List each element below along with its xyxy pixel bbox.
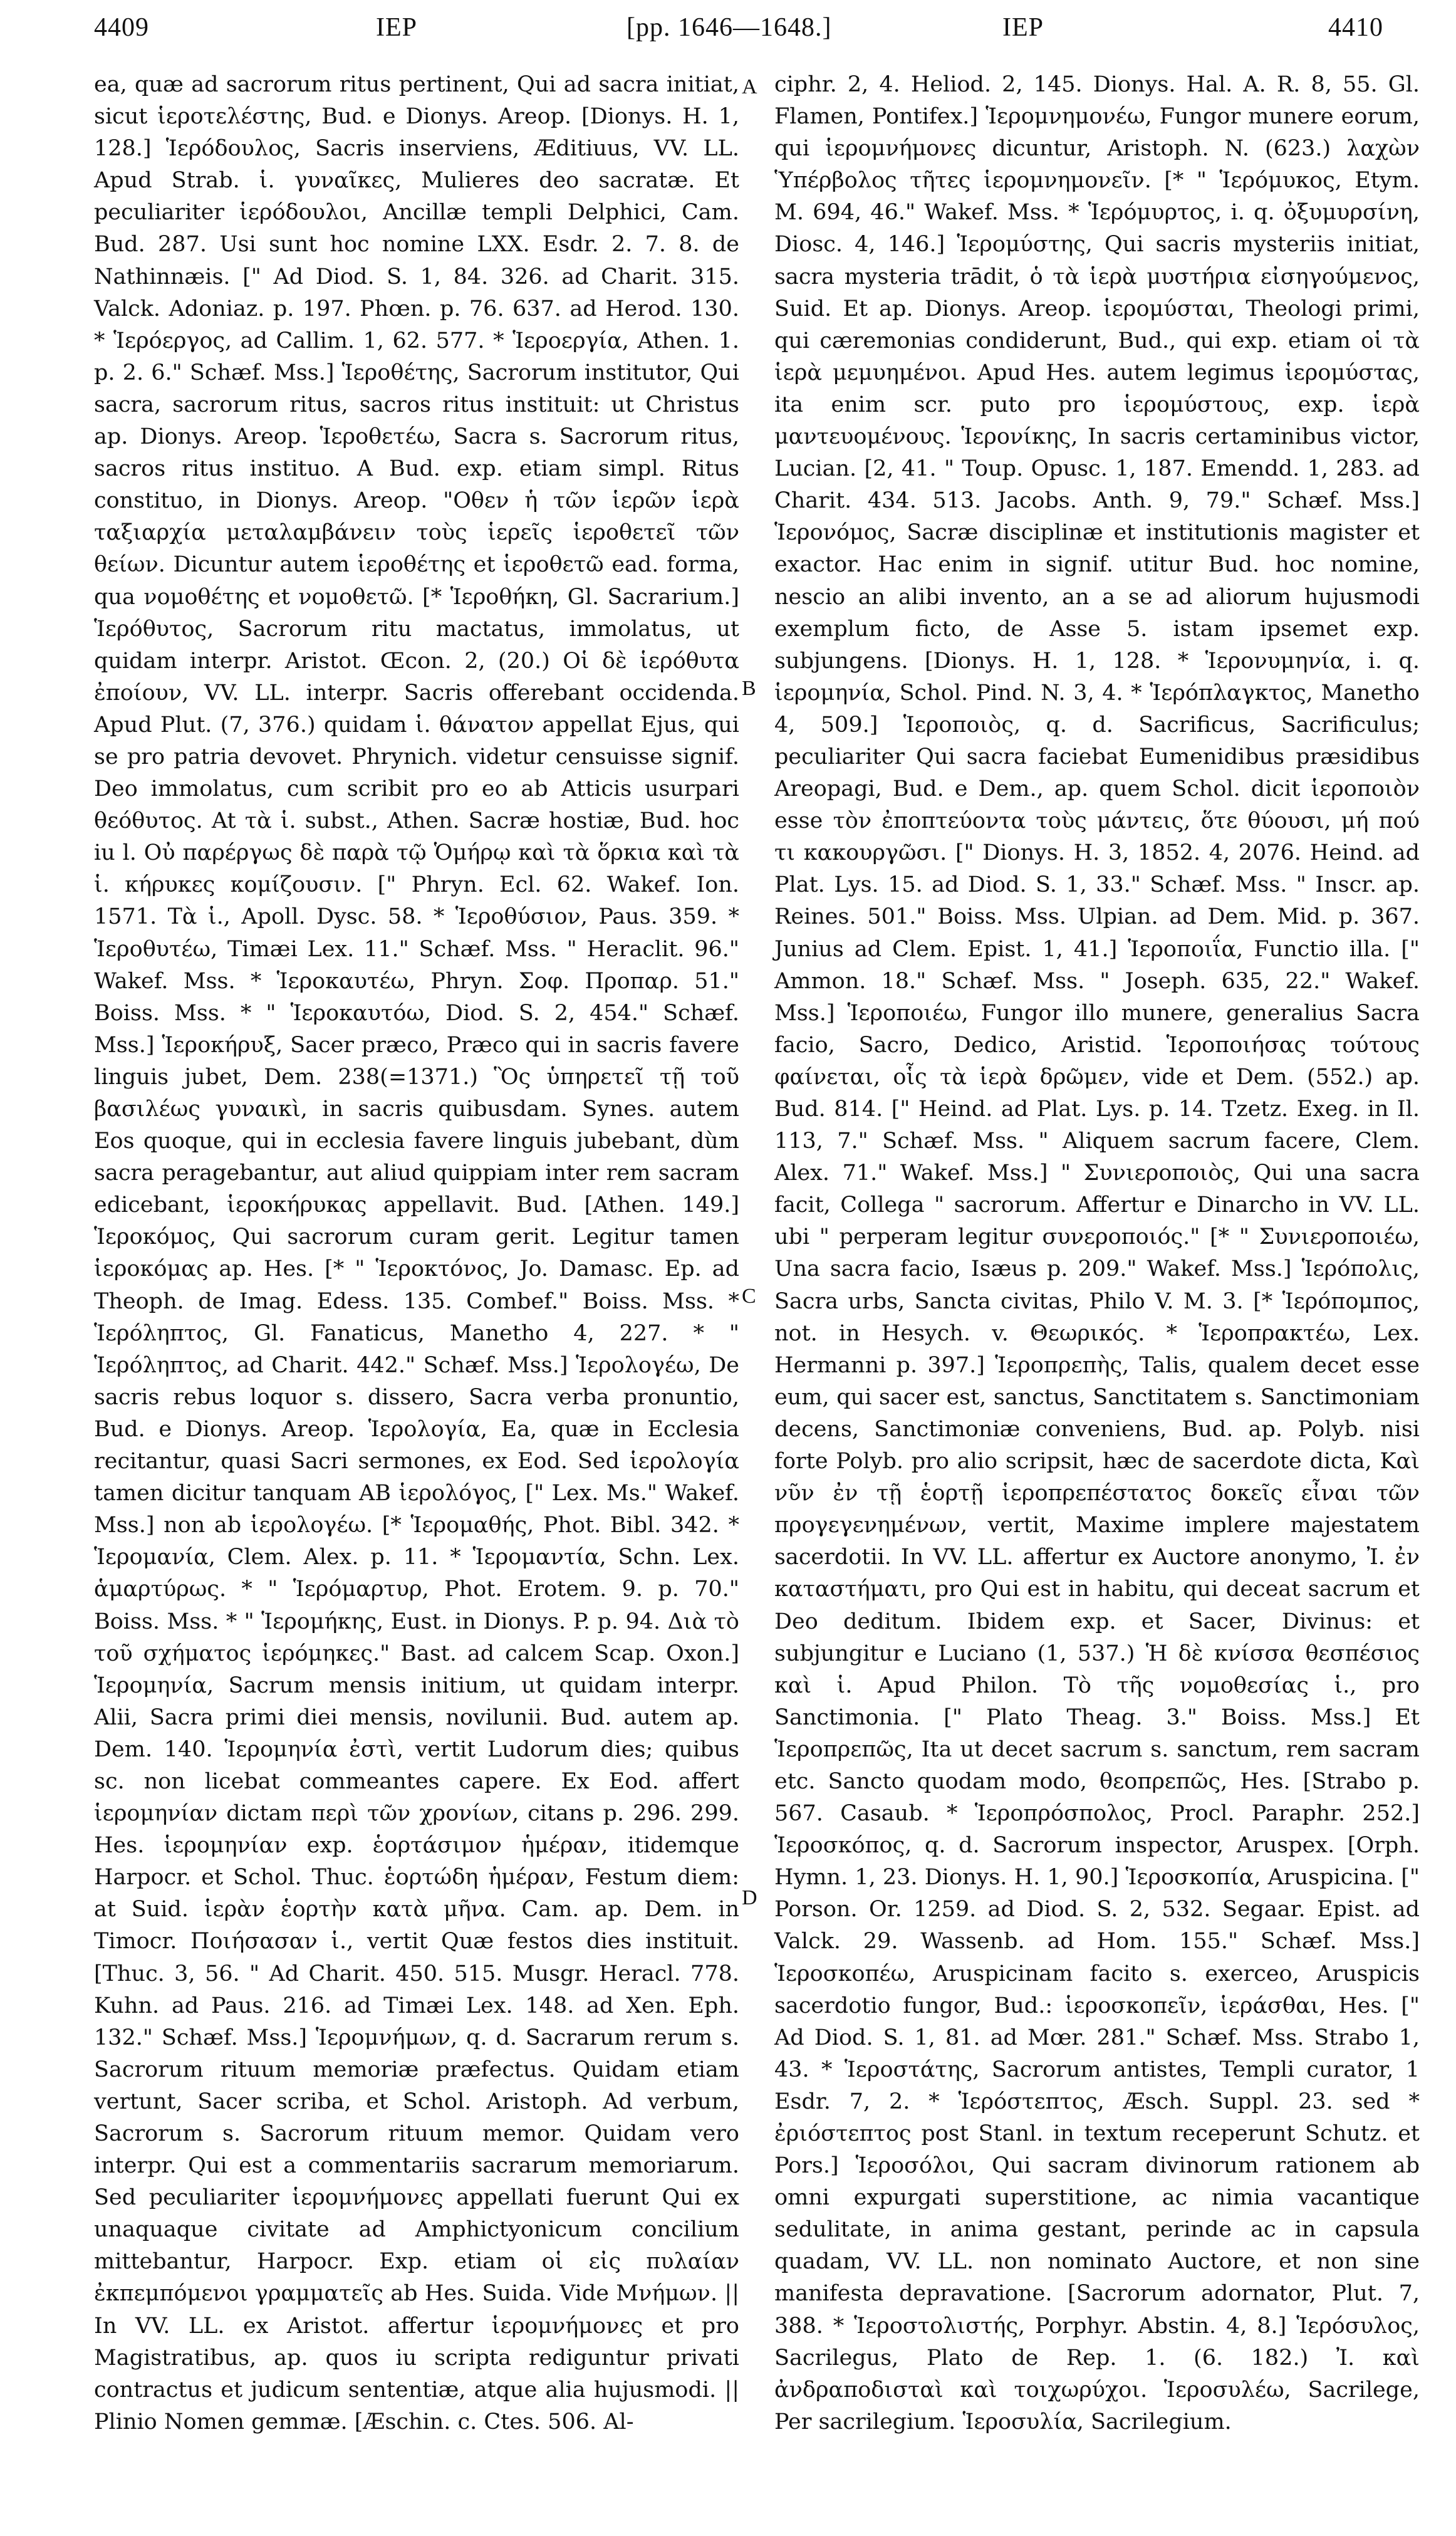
- running-head-left: ΙΕΡ: [376, 13, 417, 42]
- section-marker-c: C: [742, 1285, 756, 1308]
- section-marker-a: A: [742, 75, 757, 98]
- page-number-right: 4410: [1328, 13, 1383, 42]
- section-marker-b: B: [742, 677, 756, 700]
- right-column-text: ciphr. 2, 4. Heliod. 2, 145. Dionys. Hal. A. R. 8, 55. Gl. Flamen, Pontifex.] Ἱερομνημονέω, Fungor munere eorum, qui ἱερομνήμονες dicuntur, Aristoph. N. (623.) λαχὼν Ὑπέρβολος τῆτες ἱερομνημονεῖν. [* " Ἱερόμυκος, Etym. M. 694, 46." Wakef. Mss. * Ἱερόμυρτος, i. q. ὀξυμυρσίνη, Diosc. 4, 146.] Ἱερομύστης, Qui sacris mysteriis initiat, sacra mysteria trādit, ὁ τὰ ἱερὰ μυστήρια εἰσηγούμενος, Suid. Et ap. Dionys. Areop. ἱερομύσται, Theologi primi, qui cæremonias condiderunt, Bud., qui exp. etiam οἱ τὰ ἱερὰ μεμυημένοι. Apud Hes. autem legimus ἱερομύστας, ita enim scr. puto pro ἱερομύστους, exp. ἱερὰ μαντευομένους. Ἱερονίκης, In sacris certaminibus victor, Lucian. [2, 41. " Toup. Opusc. 1, 187. Emendd. 1, 283. ad Charit. 434. 513. Jacobs. Anth. 9, 79." Schæf. Mss.] Ἱερονόμος, Sacræ disciplinæ et institutionis magister et exactor. Hac enim in signif. utitur Bud. hoc nomine, nescio an alibi invento, an a se ad aliorum hujusmodi exemplum ficto, de Asse 5. istam ipsemet exp. subjungens. [Dionys. H. 1, 128. * Ἱερονυμηνία, i. q. ἱερομηνία, Schol. Pind. N. 3, 4. * Ἱερόπλαγκτος, Manetho 4, 509.] Ἱεροποιὸς, q. d. Sacrificus, Sacrificulus; peculiariter Qui sacra faciebat Eumenidibus præsidibus Areopagi, Bud. e Dem., ap. quem Schol. dicit ἱεροποιὸν esse τὸν ἐποπτεύοντα τοὺς μάντεις, ὅτε θύουσι, μή πού τι κακουργῶσι. [" Dionys. H. 3, 1852. 4, 2076. Heind. ad Plat. Lys. 15. ad Diod. S. 1, 33." Schæf. Mss. " Inscr. ap. Reines. 501." Boiss. Mss. Ulpian. ad Dem. Mid. p. 367. Junius ad Clem. Epist. 1, 41.] Ἱεροποιΐα, Functio illa. [" Ammon. 18." Schæf. Mss. " Joseph. 635, 22." Wakef. Mss.] Ἱεροποιέω, Fungor illo munere, generalius Sacra facio, Sacro, Dedico, Aristid. Ἱεροποιήσας τούτους φαίνεται, οἷς τὰ ἱερὰ δρῶμεν, vide et Dem. (552.) ap. Bud. 814. [" Heind. ad Plat. Lys. p. 14. Tzetz. Exeg. in Il. 113, 7." Schæf. Mss. " Aliquem sacrum facere, Clem. Alex. 71." Wakef. Mss.] " Συνιεροποιὸς, Qui una sacra facit, Collega " sacrorum. Affertur e Dinarcho in VV. LL. ubi " perperam legitur συνεροποιός." [* " Συνιεροποιέω, Una sacra facio, Isæus p. 209." Wakef. Mss.] Ἱερόπολις, Sacra urbs, Sancta civitas, Philo V. M. 3. [* Ἱερόπομπος, not. in Hesych. v. Θεωρικός. * Ἱεροπρακτέω, Lex. Hermanni p. 397.] Ἱεροπρεπὴς, Talis, qualem decet esse eum, qui sacer est, sanctus, Sanctitatem s. Sanctimoniam decens, Sanctimoniæ conveniens, Bud. ap. Polyb. nisi forte Polyb. pro alio scripsit, hæc de sacerdote dicta, Καὶ νῦν ἐν τῇ ἑορτῇ ἱεροπρεπέστατος δοκεῖς εἶναι τῶν προγεγενημένων, vertit, Maxime implere majestatem sacerdotii. In VV. LL. affertur ex Auctore anonymo, Ἰ. ἐν καταστήματι, pro Qui est in habitu, qui deceat sacrum et Deo deditum. Ibidem exp. et Sacer, Divinus: et subjungitur e Luciano (1, 537.) Ἡ δὲ κνίσσα θεσπέσιος καὶ ἱ. Apud Philon. Τὸ τῆς νομοθεσίας ἱ., pro Sanctimonia. [" Plato Theag. 3." Boiss. Mss.] Et Ἱεροπρεπῶς, Ita ut decet sacrum s. sanctum, rem sacram etc. Sancto quodam modo, θεοπρεπῶς, Hes. [Strabo p. 567. Casaub. * Ἱεροπρόσπολος, Procl. Paraphr. 252.] Ἱεροσκόπος, q. d. Sacrorum inspector, Aruspex. [Orph. Hymn. 1, 23. Dionys. H. 1, 90.] Ἱεροσκοπία, Aruspicina. [" Porson. Or. 1259. ad Diod. S. 2, 532. Segaar. Epist. ad Valck. 29. Wassenb. ad Hom. 155." Schæf. Mss.] Ἱεροσκοπέω, Aruspicinam facito s. exerceo, Aruspicis sacerdotio fungor, Bud.: ἱεροσκοπεῖν, ἱεράσθαι, Hes. [" Ad Diod. S. 1, 81. ad Mœr. 281." Schæf. Mss. Strabo 1, 43. * Ἱεροστάτης, Sacrorum antistes, Templi curator, 1 Esdr. 7, 2. * Ἱερόστεπτος, Æsch. Suppl. 23. sed * ἐριόστεπτος post Stanl. in textum receperunt Schutz. et Pors.] Ἱεροσόλοι, Qui sacram divinorum rationem ab omni expurgati superstitione, ac nimia vacantique sedulitate, in anima gestant, perinde ac in capsula quadam, VV. LL. non nominato Auctore, et non sine manifesta depravatione. [Sacrorum adornator, Plut. 7, 388. * Ἱεροστολιστής, Porphyr. Abstin. 4, 8.] Ἱερόσυλος, Sacrilegus, Plato de Rep. 1. (6. 182.) Ἰ. καὶ ἀνδραποδισταὶ καὶ τοιχωρύχοι. Ἱεροσυλέω, Sacrilege, Per sacrilegium. Ἱεροσυλία, Sacrilegium.: [774, 72, 1420, 2434]
- right-column: [774, 69, 1420, 2438]
- page-number-left: 4409: [94, 13, 149, 42]
- page-range: [pp. 1646—1648.]: [627, 13, 832, 42]
- running-head-right: ΙΕΡ: [1002, 13, 1044, 42]
- section-marker-d: D: [742, 1886, 757, 1909]
- left-column-text: ea, quæ ad sacrorum ritus pertinent, Qui ad sacra initiat, sicut ἱερoτελέστης, Bud. e Dionys. Areop. [Dionys. H. 1, 128.] Ἱερόδουλος, Sacris inserviens, Æditiuus, VV. LL. Apud Strab. ἱ. γυναῖκες, Mulieres deo sacratæ. Et peculiariter ἱερόδουλοι, Ancillæ templi Delphici, Cam. Bud. 287. Usi sunt hoc nomine LXX. Esdr. 2. 7. 8. de Nathinnæis. [" Ad Diod. S. 1, 84. 326. ad Charit. 315. Valck. Adoniaz. p. 197. Phœn. p. 76. 637. ad Herod. 130. * Ἱερόεργος, ad Callim. 1, 62. 577. * Ἱερoεργία, Athen. 1. p. 2. 6." Schæf. Mss.] Ἱεροθέτης, Sacrorum institutor, Qui sacra, sacrorum ritus, sacros ritus instituit: ut Christus ap. Dionys. Areop. Ἱεροθετέω, Sacra s. Sacrorum ritus, sacros ritus instituo. A Bud. exp. etiam simpl. Ritus constituo, in Dionys. Areop. "Οθεν ἡ τῶν ἱερῶν ἱερὰ ταξιαρχία μεταλαμβάνειν τοὺς ἱερεῖς ἱεροθετεῖ τῶν θείων. Dicuntur autem ἱεροθέτης et ἱεροθετῶ ead. forma, qua νομοθέτης et νομοθετῶ. [* Ἱεροθήκη, Gl. Sacrarium.] Ἱερόθυτος, Sacrorum ritu mactatus, immolatus, ut quidam interpr. Aristot. Œcon. 2, (20.) Οἱ δὲ ἱερόθυτα ἐποίουν, VV. LL. interpr. Sacris offerebant occidenda. Apud Plut. (7, 376.) quidam ἱ. θάνατον appellat Ejus, qui se pro patria devovet. Phrynich. videtur censuisse signif. Deo immolatus, cum scribit pro eo ab Atticis usurpari θεόθυτος. At τὰ ἱ. subst., Athen. Sacræ hostiæ, Bud. hoc iu l. Οὐ παρέργως δὲ παρὰ τῷ Ὁμήρῳ καὶ τὰ ὅρκια καὶ τὰ ἱ. κήρυκες κομίζουσιν. [" Phryn. Ecl. 62. Wakef. Ion. 1571. Τὰ ἱ., Apoll. Dysc. 58. * Ἱεροθύσιον, Paus. 359. * Ἱεροθυτέω, Timæi Lex. 11." Schæf. Mss. " Heraclit. 96." Wakef. Mss. * Ἱεροκαυτέω, Phryn. Σοφ. Προπαρ. 51." Boiss. Mss. * " Ἱεροκαυτόω, Diod. S. 2, 454." Schæf. Mss.] Ἱεροκήρυξ, Sacer præco, Præco qui in sacris favere linguis jubet, Dem. 238(=1371.) Ὃς ὑπηρετεῖ τῇ τοῦ βασιλέως γυναικὶ, in sacris quibusdam. Synes. autem Eos quoque, qui in ecclesia favere linguis jubebant, dùm sacra peragebantur, aut aliud quippiam inter rem sacram edicebant, ἱεροκήρυκας appellavit. Bud. [Athen. 149.] Ἱεροκόμος, Qui sacrorum curam gerit. Legitur tamen ἱεροκόμας ap. Hes. [* " Ἱεροκτόνος, Jo. Damasc. Ep. ad Theoph. de Imag. Edess. 135. Combef." Boiss. Mss. * Ἱερόληπτος, Gl. Fanaticus, Manetho 4, 227. * " Ἱερόληπτος, ad Charit. 442." Schæf. Mss.] Ἱερολογέω, De sacris rebus loquor s. dissero, Sacra verba pronuntio, Bud. e Dionys. Areop. Ἱερολογία, Ea, quæ in Ecclesia recitantur, quasi Sacri sermones, ex Eod. Sed ἱερολογία tamen dicitur tanquam AB ἱερολόγος, [" Lex. Ms." Wakef. Mss.] non ab ἱερολογέω. [* Ἱερομαθής, Phot. Bibl. 342. * Ἱερομανία, Clem. Alex. p. 11. * Ἱερομαντία, Schn. Lex. ἁμαρτύρως. * " Ἱερόμαρτυρ, Phot. Erotem. 9. p. 70." Boiss. Mss. * " Ἱερομήκης, Eust. in Dionys. P. p. 94. Διὰ τὸ τοῦ σχήματος ἱερόμηκες." Bast. ad calcem Scap. Oxon.] Ἱερομηνία, Sacrum mensis initium, ut quidam interpr. Alii, Sacra primi diei mensis, novilunii. Bud. autem ap. Dem. 140. Ἱερομηνία ἐστὶ, vertit Ludorum dies; quibus sc. non licebat commeantes capere. Ex Eod. affert ἱερομηνίαν dictam περὶ τῶν χρονίων, citans p. 296. 299. Hes. ἱερομηνίαν exp. ἑορτάσιμον ἡμέραν, itidemque Harpocr. et Schol. Thuc. ἑορτώδη ἡμέραν, Festum diem: at Suid. ἱερὰν ἑορτὴν κατὰ μῆνα. Cam. ap. Dem. in Timocr. Ποιήσασαν ἱ., vertit Quæ festos dies instituit. [Thuc. 3, 56. " Ad Charit. 450. 515. Musgr. Heracl. 778. Kuhn. ad Paus. 216. ad Timæi Lex. 148. ad Xen. Eph. 132." Schæf. Mss.] Ἱερομνήμων, q. d. Sacrarum rerum s. Sacrorum rituum memoriæ præfectus. Quidam etiam vertunt, Sacer scriba, et Schol. Aristoph. Ad verbum, Sacrorum s. Sacrorum rituum memor. Quidam vero interpr. Qui est a commentariis sacrarum memoriarum. Sed peculiariter ἱερομνήμονες appellati fuerunt Qui ex unaquaque civitate ad Amphictyonicum concilium mittebantur, Harpocr. Exp. etiam οἱ εἰς πυλαίαν ἐκπεμπόμενοι γραμματεῖς ab Hes. Suida. Vide Μνήμων. || In VV. LL. ex Aristot. affertur ἱερομνήμονες et pro Magistratibus, ap. quos iu scripta rediguntur privati contractus et judicum sententiæ, atque alia hujusmodi. || Plinio Nomen gemmæ. [Æschin. c. Ctes. 506. Al-: [94, 72, 739, 2434]
- left-column: [94, 69, 739, 2438]
